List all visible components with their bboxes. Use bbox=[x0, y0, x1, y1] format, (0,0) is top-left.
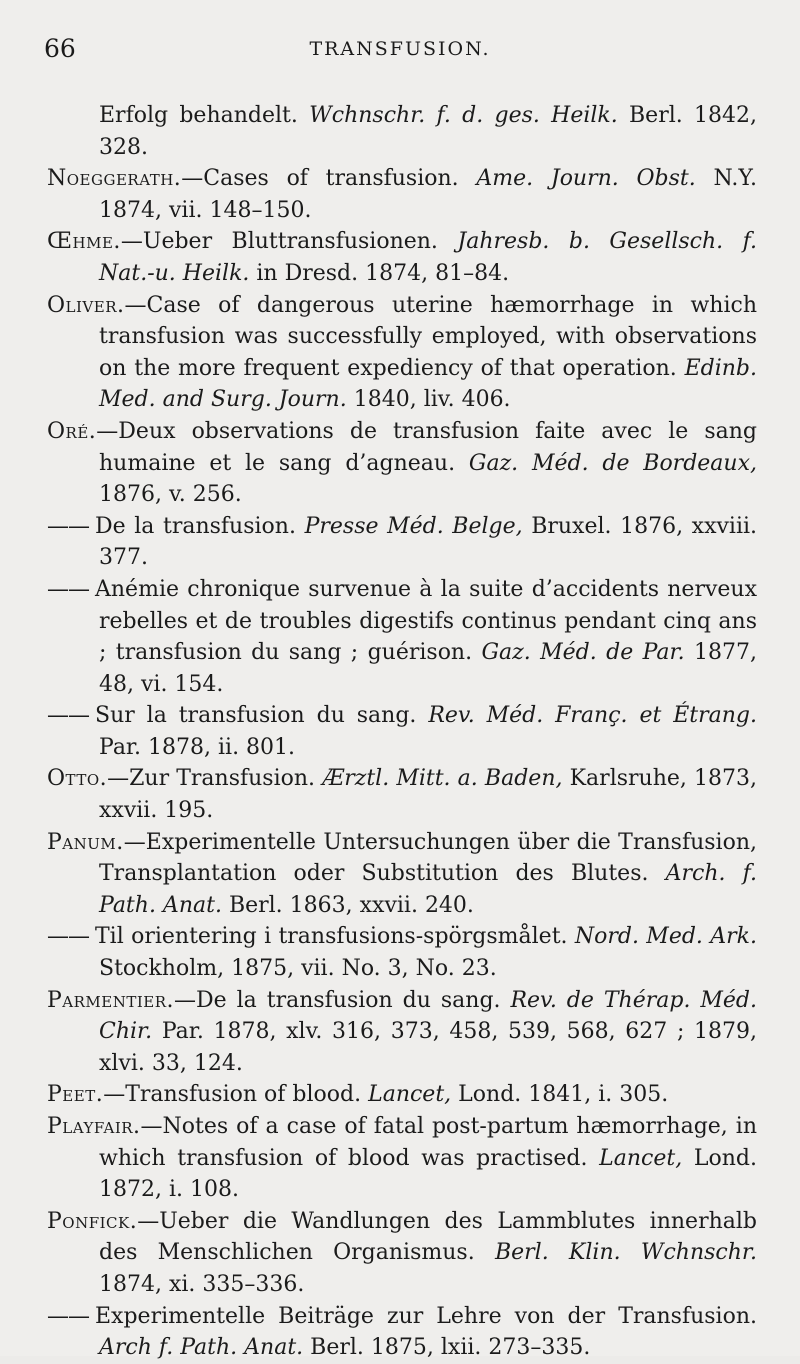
entry-journal: Lancet, bbox=[599, 1145, 683, 1171]
entry-journal: Rev. de Thérap. Méd. Chir. bbox=[99, 987, 757, 1045]
entry-title: —Zur Transfusion. bbox=[107, 766, 316, 792]
bibliography-entry bbox=[47, 1111, 757, 1206]
entry-title: Sur la transfusion du sang. bbox=[95, 703, 417, 729]
bibliography-entry bbox=[47, 1206, 757, 1301]
bibliography-entry bbox=[47, 985, 757, 1080]
entry-title: —De la transfusion du sang. bbox=[174, 987, 501, 1013]
entry-reference: Par. 1878, xlv. 316, 373, 458, 539, 568, 627 ; 1879, xlvi. 33, 124. bbox=[99, 1019, 758, 1076]
entry-reference: Berl. 1842, 328. bbox=[99, 103, 757, 160]
entry-journal: Berl. Klin. Wchnschr. bbox=[494, 1240, 757, 1266]
entry-journal: Presse Méd. Belge, bbox=[304, 513, 523, 539]
page-number: 66 bbox=[44, 34, 76, 63]
entry-author: Peet. bbox=[47, 1082, 104, 1108]
entry-reference: Bruxel. 1876, xxviii. 377. bbox=[99, 513, 758, 571]
bibliography-entry bbox=[47, 1301, 757, 1364]
bibliography-entry bbox=[47, 226, 757, 289]
entry-title: —Transfusion of blood. bbox=[103, 1082, 362, 1108]
entry-title: —Case of dangerous uterine hæmorrhage in which transfusion was successfully employed, with observations on the more frequent expediency of that operation. bbox=[99, 292, 757, 381]
entry-reference: in Dresd. 1874, 81–84. bbox=[256, 260, 510, 286]
entry-title: De la transfusion. bbox=[95, 513, 296, 539]
entry-journal: Ame. Journ. Obst. bbox=[476, 166, 696, 192]
entry-journal: Wchnschr. f. d. ges. Heilk. bbox=[309, 103, 618, 128]
ditto-dash: —— bbox=[47, 1303, 89, 1329]
entry-author: Panum. bbox=[47, 829, 124, 855]
entry-journal: Nord. Med. Ark. bbox=[574, 924, 757, 950]
entry-title: —Notes of a case of fatal post-partum hæmorrhage, in which transfusion of blood was practised. bbox=[99, 1114, 757, 1171]
bibliography-entry bbox=[47, 574, 757, 700]
page-header bbox=[44, 34, 756, 70]
entry-journal: Arch f. Path. Anat. bbox=[99, 1335, 304, 1361]
entry-title: —Cases of transfusion. bbox=[181, 166, 459, 192]
entry-author: Playfair. bbox=[47, 1114, 141, 1139]
entry-author: Œhme. bbox=[47, 229, 121, 255]
entry-title: —Ueber Bluttransfusionen. bbox=[120, 229, 438, 255]
bibliography-entry bbox=[47, 290, 757, 416]
entry-title: Anémie chronique survenue à la suite d’accidents nerveux rebelles et de troubles digestifs continus pendant cinq ans ; transfusion du sang ; guérison. bbox=[95, 576, 757, 666]
entry-reference: Berl. 1875, lxii. 273–335. bbox=[310, 1335, 591, 1361]
entry-reference: Stockholm, 1875, vii. No. 3, No. 23. bbox=[99, 956, 497, 982]
entry-reference: 1876, v. 256. bbox=[99, 482, 242, 508]
entry-reference: Berl. 1863, xxvii. 240. bbox=[228, 892, 474, 918]
bibliography-entry bbox=[47, 163, 757, 226]
entry-journal: Arch. f. Path. Anat. bbox=[99, 861, 758, 918]
bibliography-entry bbox=[47, 827, 757, 922]
bibliography-entry bbox=[47, 763, 757, 826]
bibliography-entry bbox=[47, 921, 757, 984]
entry-reference: 1840, liv. 406. bbox=[353, 387, 511, 413]
entry-author: Oré. bbox=[47, 418, 97, 444]
entry-reference: Karlsruhe, 1873, xxvii. 195. bbox=[99, 766, 757, 824]
entry-journal: Lancet, bbox=[368, 1082, 452, 1108]
entry-journal: Edinb. Med. and Surg. Journ. bbox=[99, 355, 757, 413]
entry-author: Noeggerath. bbox=[47, 166, 182, 192]
entry-journal: Ærztl. Mitt. a. Baden, bbox=[322, 766, 563, 792]
entry-title: —Ueber die Wandlungen des Lammblutes innerhalb des Menschlichen Organismus. bbox=[99, 1208, 757, 1266]
ditto-dash: —— bbox=[47, 513, 89, 539]
bibliography-entry bbox=[47, 700, 757, 763]
bibliography-entry bbox=[47, 1079, 757, 1111]
entry-reference: Lond. 1841, i. 305. bbox=[458, 1082, 669, 1108]
entry-reference: 1877, 48, vi. 154. bbox=[99, 640, 757, 697]
entry-journal: Jahresb. b. Gesellsch. f. Nat.-u. Heilk. bbox=[99, 229, 757, 286]
bibliography-entry bbox=[47, 511, 757, 574]
entry-journal: Gaz. Méd. de Par. bbox=[481, 640, 685, 666]
entry-title: Experimentelle Beiträge zur Lehre von der Transfusion. bbox=[95, 1303, 757, 1329]
bibliography-entry bbox=[47, 100, 757, 163]
entry-reference: N.Y. 1874, vii. 148–150. bbox=[99, 166, 758, 223]
entry-author: Otto. bbox=[47, 766, 108, 792]
entry-author: Parmentier. bbox=[47, 987, 175, 1013]
entry-title: Erfolg behandelt. bbox=[99, 103, 298, 128]
entry-title: —Experimentelle Untersuchungen über die Transfusion, Transplantation oder Substitution des Blutes. bbox=[99, 829, 757, 887]
entry-journal: Rev. Méd. Franç. et Étrang. bbox=[428, 703, 757, 729]
entry-author: Oliver. bbox=[47, 292, 125, 318]
bibliography-list bbox=[47, 100, 757, 1364]
ditto-dash: —— bbox=[47, 576, 89, 602]
ditto-dash: —— bbox=[47, 703, 89, 729]
entry-title: —Deux observations de transfusion faite avec le sang humaine et le sang d’agneau. bbox=[96, 418, 757, 476]
entry-author: Ponfick. bbox=[47, 1208, 138, 1234]
entry-reference: Lond. 1872, i. 108. bbox=[99, 1145, 757, 1203]
entry-journal: Gaz. Méd. de Bordeaux, bbox=[468, 450, 757, 476]
entry-reference: 1874, xi. 335–336. bbox=[99, 1271, 305, 1297]
entry-title: Til orientering i transfusions-spörgsmålet. bbox=[95, 924, 568, 950]
ditto-dash: —— bbox=[47, 924, 89, 950]
bibliography-entry bbox=[47, 416, 757, 511]
entry-reference: Par. 1878, ii. 801. bbox=[99, 734, 296, 760]
running-head: TRANSFUSION. bbox=[309, 38, 491, 60]
